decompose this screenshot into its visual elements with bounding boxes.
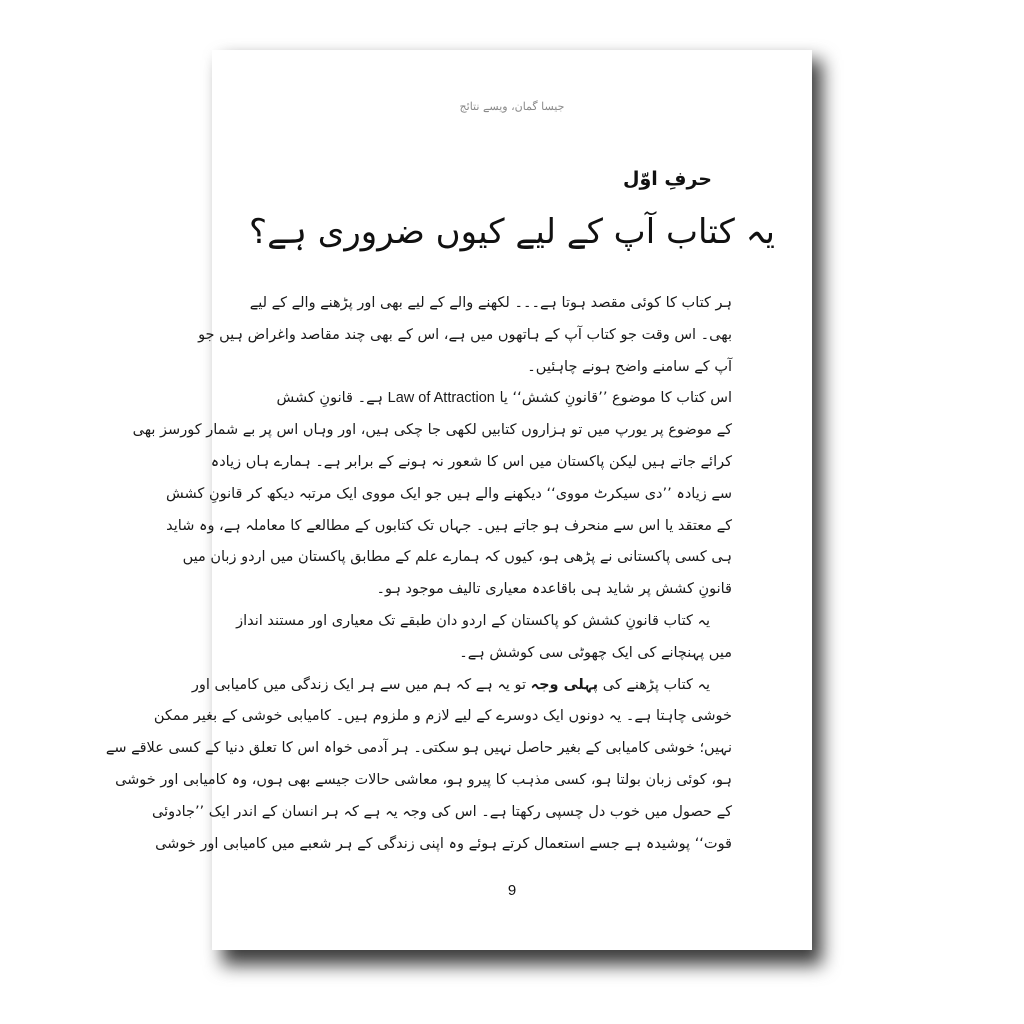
text-line: قانونِ کشش پر شاید ہی باقاعدہ معیاری تالیف موجود ہو۔	[376, 581, 732, 598]
text-line: آپ کے سامنے واضح ہونے چاہئیں۔	[527, 358, 732, 375]
text-line: میں پہنچانے کی ایک چھوٹی سی کوشش ہے۔	[459, 644, 732, 661]
running-header: جیسا گمان، ویسے نتائج	[459, 100, 565, 113]
text-run: ہے۔ قانونِ کشش	[276, 390, 384, 407]
english-term: Law of Attraction	[387, 390, 495, 407]
text-line: کے معتقد یا اس سے منحرف ہو جاتے ہیں۔ جہاں تک کتابوں کے مطالعے کا معاملہ ہے، وہ شاید	[166, 517, 732, 534]
text-line: قوت‘‘ پوشیدہ ہے جسے استعمال کرتے ہوئے وہ اپنی زندگی کے ہر شعبے میں کامیابی اور خوشی	[155, 835, 732, 852]
text-line: بھی۔ اس وقت جو کتاب آپ کے ہاتھوں میں ہے، اس کے بھی چند مقاصد واغراض ہیں جو	[198, 326, 732, 343]
text-line: کے موضوع پر یورپ میں تو ہزاروں کتابیں لکھی جا چکی ہیں، اور وہاں اس پر بے شمار کورسز بھی	[132, 422, 732, 439]
chapter-label: حرفِ اوّل	[622, 168, 712, 190]
text-line: خوشی چاہتا ہے۔ یہ دونوں ایک دوسرے کے لیے لازم و ملزوم ہیں۔ کامیابی خوشی کے بغیر ممکن	[153, 708, 732, 725]
text-line: کرائے جاتے ہیں لیکن پاکستان میں اس کا شعور نہ ہونے کے برابر ہے۔ ہمارے ہاں زیادہ	[210, 453, 732, 470]
text-run: تو یہ ہے کہ ہم میں سے ہر ایک زندگی میں کامیابی اور	[191, 676, 526, 693]
emphasis-text: پہلی وجہ	[530, 676, 599, 693]
text-run: اس کتاب کا موضوع ’’قانونِ کشش‘‘ یا	[499, 390, 732, 407]
page-number: 9	[507, 882, 517, 899]
text-line: یہ کتاب قانونِ کشش کو پاکستان کے اردو دان طبقے تک معیاری اور مستند انداز	[236, 612, 710, 629]
text-run: یہ کتاب پڑھنے کی	[602, 676, 710, 693]
text-line: ہی کسی پاکستانی نے پڑھی ہو، کیوں کہ ہمارے علم کے مطابق پاکستان میں اردو زبان میں	[182, 549, 732, 566]
text-line: کے حصول میں خوب دل چسپی رکھتا ہے۔ اس کی وجہ یہ ہے کہ ہر انسان کے اندر ایک ’’جادوئی	[151, 803, 732, 820]
body-text	[105, 288, 732, 860]
book-page	[105, 50, 812, 950]
chapter-title: یہ کتاب آپ کے لیے کیوں ضروری ہے؟	[249, 212, 775, 252]
text-line: ہو، کوئی زبان بولتا ہو، کسی مذہب کا پیرو ہو، معاشی حالات جیسے بھی ہوں، وہ کامیابی اور خوشی	[115, 771, 732, 788]
text-line	[276, 383, 732, 415]
text-line	[191, 670, 732, 702]
text-line: ہر کتاب کا کوئی مقصد ہوتا ہے۔۔۔ لکھنے والے کے لیے بھی اور پڑھنے والے کے لیے	[249, 295, 732, 311]
text-line: نہیں؛ خوشی کامیابی کے بغیر حاصل نہیں ہو سکتی۔ ہر آدمی خواہ اس کا تعلق دنیا کے کسی علاقے سے	[105, 740, 732, 757]
text-line: سے زیادہ ’’دی سیکرٹ مووی‘‘ دیکھنے والے ہیں جو ایک مووی ایک مرتبہ دیکھ کر قانونِ کشش	[166, 485, 732, 502]
